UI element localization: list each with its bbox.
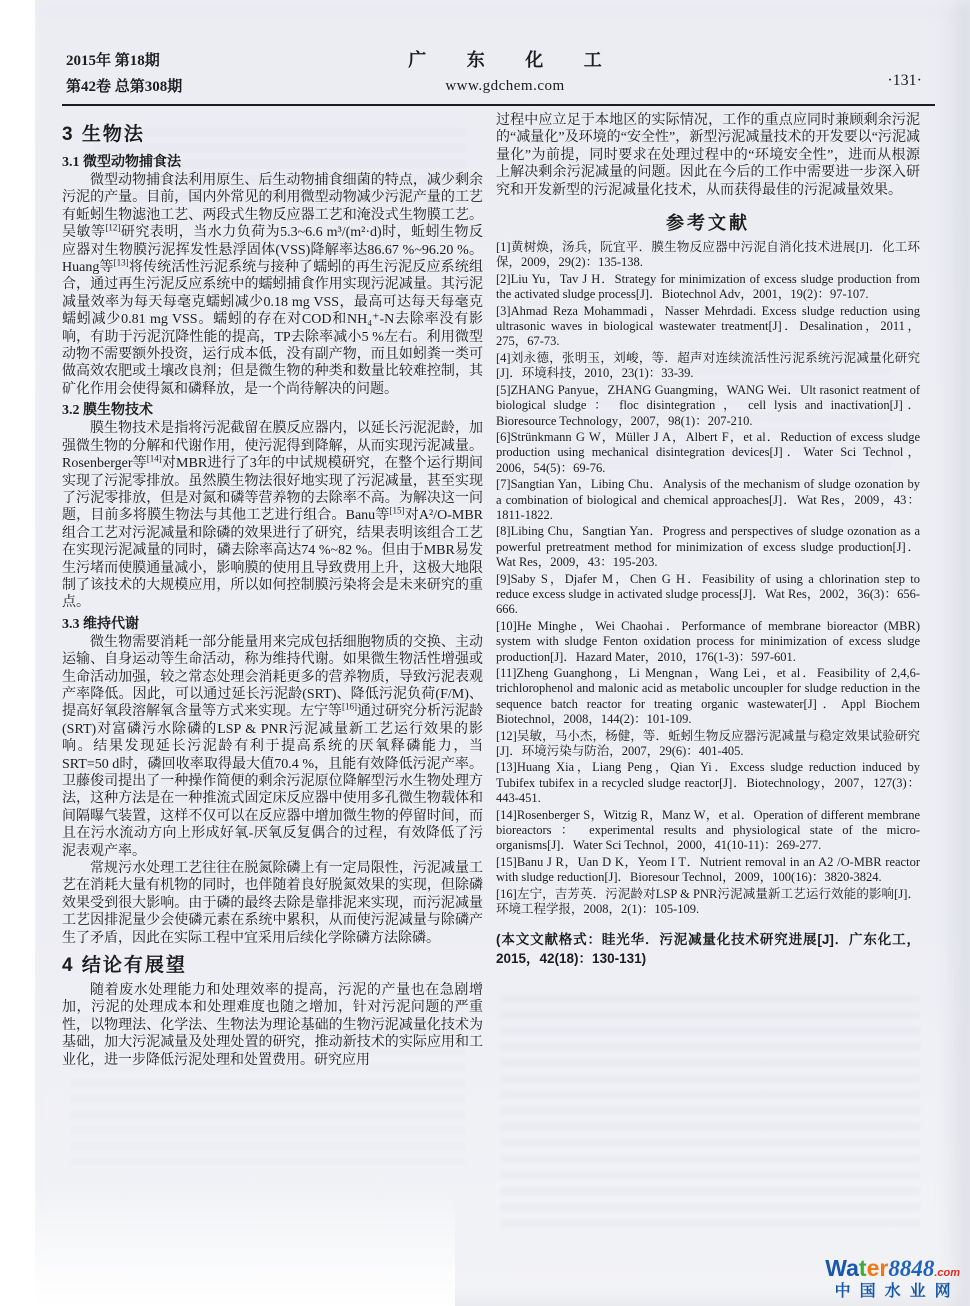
watermark-brand-part: t xyxy=(858,1255,867,1281)
reference-item: [10]He Minghe，Wei Chaohai．Performance of membrane bioreactor (MBR) system with sludge Fenton oxidation process for minimization of excess sludge production[J]．Hazard Mater，2010，176(1-3)：597-601. xyxy=(496,618,920,664)
issue-line-top: 2015年 第18期 xyxy=(66,53,160,69)
reference-item: [13]Huang Xia，Liang Peng，Qian Yi．Excess sludge reduction induced by Tubifex tubifex in a recycled sludge reactor[J]．Biotechnology，2007，127(3)：443-451. xyxy=(496,760,920,806)
watermark-brand xyxy=(825,1257,960,1280)
reference-item: [2]Liu Yu，Tav J H．Strategy for minimization of excess sludge production from the activated sludge process[J]．Biotechnol Adv，2001，19(2)：97-107. xyxy=(496,271,920,302)
section-3-heading: 3 生物法 xyxy=(62,124,145,145)
watermark-site-name: 中国水业网 xyxy=(834,1283,960,1300)
reference-item: [6]Strünkmann G W，Müller J A，Albert F，et al．Reduction of excess sludge production using mechanical disintegration devices[J]．Water Sci Technol，2006，54(5)：69-76. xyxy=(496,429,920,475)
reference-item: [12]吴敏，马小杰，杨健，等．蚯蚓生物反应器污泥减量与稳定效果试验研究[J]．环境污染与防治，2007，29(6)：401-405. xyxy=(496,728,920,759)
page-edge-fade xyxy=(35,1186,455,1306)
reference-item: [5]ZHANG Panyue，ZHANG Guangming，WANG Wei．Ult rasonict reatment of biological sludge ： floc disintegration ， cell lysis and inactivation[J]．Bioresource Technology，2007，98(1)：207-210. xyxy=(496,382,920,428)
citation-format-note: (本文文献格式：眭光华．污泥减量化技术研究进展[J]．广东化工，2015，42(18)：130-131) xyxy=(496,931,920,966)
paragraph-conclusion-continued: 过程中应立足于本地区的实际情况，工作的重点应同时兼顾剩余污泥的“减量化”及环境的“安全性”，新型污泥减量技术的开发要以“污泥减量化”为前提，同时要求在处理过程中的“环境安全性”，进而从根源上解决剩余污泥减量的问题。因此在今后的工作中需要进一步深入研究和开发新型的污泥减量化技术，从而获得最佳的污泥减量效果。 xyxy=(496,113,920,198)
section-3-1-heading: 3.1 微型动物捕食法 xyxy=(62,155,181,170)
journal-url: www.gdchem.com xyxy=(445,78,565,94)
reference-item: [16]左宁，吉芳英．污泥龄对LSP & PNR污泥减量新工艺运行效能的影响[J]．环境工程学报，2008，2(1)：105-109. xyxy=(496,886,920,917)
section-3-2-heading: 3.2 膜生物技术 xyxy=(62,403,153,419)
watermark-brand-tld: .com xyxy=(934,1267,960,1279)
right-column xyxy=(496,112,920,969)
issue-line-bottom: 第42卷 总第308期 xyxy=(66,79,183,95)
water8848-watermark-logo xyxy=(825,1257,960,1300)
paragraph-phosphorus-limitation: 常规污水处理工艺往往在脱氮除磷上有一定局限性，污泥减量工艺在消耗大量有机物的同时，也伴随着良好脱氮效果的实现，但除磷效果受到很大影响。由于磷的最终去除是靠排泥来实现，而污泥减量工艺因排泥量少会使磷元素在系统中累积，从而使污泥减量与除磷产生了矛盾，因此在实际工程中宜采用后续化学除磷方法除磷。 xyxy=(62,861,483,946)
paragraph-membrane-bio-technology: 膜生物技术是指将污泥截留在膜反应器内，以延长污泥泥龄，加强微生物的分解和代谢作用，使污泥得到降解，从而实现污泥减量。Rosenberger等[14]对MBR进行了3年的中试规模研究，在整个运行期间实现了污泥零排放。虽然膜生物法很好地实现了污泥减量，甚至实现了污泥零排放，但是对氮和磷等营养物的去除率不高。为解决这一问题，目前多将膜生物法与其他工艺进行组合。Banu等[15]对A²/O-MBR组合工艺对污泥减量和除磷的效果进行了研究，结果表明该组合工艺在实现污泥减量的同时，磷去除率高达74 %~82 %。但由于MBR易发生污堵而使膜通量减小，影响膜的使用且导致费用上升，这极大地限制了该技术的大规模应用，所以如何控制膜污染将会是未来研究的重点。 xyxy=(62,421,484,611)
reference-item: [4]刘永德，张明玉，刘峻，等．超声对连续流活性污泥系统污泥减量化研究[J]．环境科技，2010，23(1)：33-39. xyxy=(496,350,920,381)
reference-item: [11]Zheng Guanghong，Li Mengnan，Wang Lei，et al．Feasibility of 2,4,6-trichlorophenol and malonic acid as metabolic uncoupler for sludge reduction in the sequence batch reactor for treating organic wastewater[J]．Appl Biochem Biotechnol，2008，144(2)：101-109. xyxy=(496,666,920,727)
reference-item: [7]Sangtian Yan，Libing Chu．Analysis of the mechanism of sludge ozonation by a combination of biological and chemical approaches[J]．Wat Res，2009，43：1811-1822. xyxy=(496,477,920,522)
reference-item: [14]Rosenberger S，Witzig R，Manz W，et al．Operation of different membrane bioreactors ： experimental results and physiological state of the micro-organisms[J]．Water Sci Technol，2000，41(10-11)：269-277. xyxy=(496,807,920,853)
watermark-brand-number: 8848 xyxy=(888,1256,935,1281)
journal-title: 广 东 化 工 xyxy=(408,50,620,70)
watermark-brand-part: er xyxy=(866,1255,889,1281)
reference-item: [8]Libing Chu，Sangtian Yan．Progress and perspectives of sludge ozonation as a powerful pretreatment method for minimization of excess sludge production[J]．Wat Res，2009，43：195-203. xyxy=(496,524,920,570)
page-number: ·131· xyxy=(887,72,922,89)
reference-item: [9]Saby S，Djafer M，Chen G H．Feasibility of using a chlorination step to reduce excess sludge in activated sludge process[J]．Wat Res，2002，36(3)：656-666. xyxy=(496,571,920,617)
header-journal xyxy=(350,46,660,95)
paragraph-maintenance-metabolism: 微生物需要消耗一部分能量用来完成包括细胞物质的交换、主动运输、自身运动等生命活动，称为维持代谢。如果微生物活性增强或生命活动加强，较之常态处理会消耗更多的营养物质，导致污泥表观产率降低。因此，可以通过延长污泥龄(SRT)、降低污泥负荷(F/M)、提高好氧段溶解氧含量等方式来实现。左宁等[16]通过研究分析污泥龄(SRT)对富磷污水除磷的LSP & PNR污泥减量新工艺运行效果的影响。结果发现延长污泥龄有利于提高系统的厌氧释磷能力，当SRT=50 d时，磷回收率取得最大值70.4 %，且能有效降低污泥产率。卫藤俊司提出了一种操作简便的剩余污泥原位降解型污水生物处理方法，这种方法是在一种推流式固定床反应器中使用多孔微生物载体和间隔曝气装置，这样不仅可以在反应器中增加微生物的停留时间，而且在污水流动方向上形成好氧-厌氧反复偶合的过程，有效降低了污泥表观产率。 xyxy=(62,634,483,859)
watermark-brand-part: Wa xyxy=(825,1255,859,1281)
paragraph-conclusion-start: 随着废水处理能力和处理效率的提高，污泥的产量也在急剧增加，污泥的处理成本和处理难度也随之增加，针对污泥问题的严重性，以物理法、化学法、生物法为理论基础的生物污泥减量化技术为基础，加大污泥减量及处理处置的研究，推动新技术的实际应用和工业化，进一步降低污泥处理和处置费用。研究应用 xyxy=(62,983,483,1068)
left-column xyxy=(62,116,483,1069)
paragraph-micro-animal-predation: 微型动物捕食法利用原生、后生动物捕食细菌的特点，减少剩余污泥的产量。目前，国内外常见的利用微型动物减少污泥产量的工艺有蚯蚓生物滤池工艺、两段式生物反应器工艺和淹没式生物膜工艺。吴敏等[12]研究表明，当水力负荷为5.3~6.6 m³/(m²·d)时，蚯蚓生物反应器对生物膜污泥挥发性悬浮固体(VSS)降解率达86.67 %~96.20 %。Huang等[13]将传统活性污泥系统与接种了蠕蚓的再生污泥反应系统组合，通过再生污泥反应系统中的蠕蚓捕食作用实现污泥减量。其污泥减量效率为每天每毫克蠕蚓减少0.18 mg VSS，最高可达每天每毫克蠕蚓减少0.81 mg VSS。蠕蚓的存在对COD和NH₄⁺-N去除率没有影响，有助于污泥沉降性能的提高，TP去除率减小5 %左右。利用微型动物不需要额外投资，运行成本低，没有副产物，而且如蚓粪一类可做高效农肥或土壤改良剂；但是微生物的种类和数量比较难控制，其矿化作用会使得氮和磷释放，是一个尚待解决的问题。 xyxy=(62,173,484,397)
section-3-3-heading: 3.3 维持代谢 xyxy=(62,616,139,632)
references-heading: 参考文献 xyxy=(666,213,750,234)
section-4-heading: 4 结论有展望 xyxy=(62,955,187,977)
reference-item: [15]Banu J R，Uan D K，Yeom I T．Nutrient removal in an A2 /O-MBR reactor with sludge reduction[J]．Bioresour Technol，2009，100(16)：3820-3824. xyxy=(496,854,920,885)
reference-item: [3]Ahmad Reza Mohammadi，Nasser Mehrdadi. Excess sludge reduction using ultrasonic waves in biological wastewater treatment[J]．Desalination，2011，275，67-73. xyxy=(496,303,920,349)
reference-item: [1]黄树焕，汤兵，阮宜平．膜生物反应器中污泥自消化技术进展[J]．化工环保，2009，29(2)：135-138. xyxy=(496,240,920,270)
header-rule xyxy=(62,104,935,106)
header-issue-info xyxy=(66,48,182,100)
